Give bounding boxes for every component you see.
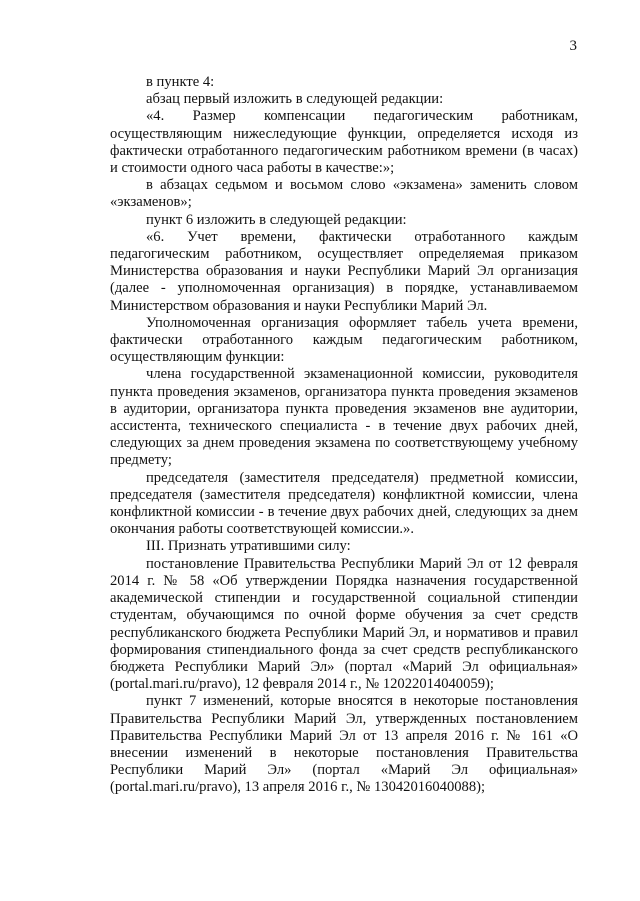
document-body xyxy=(110,74,578,797)
paragraph-10: III. Признать утратившими силу: xyxy=(146,538,351,555)
paragraph-3: «4. Размер компенсации педагогическим работникам, осуществляющим нижеследующие функции, определяется исходя из фактически отработанного педагогическим работником времени (в часах) и стоимости одного часа работы в качестве:»; xyxy=(110,108,578,177)
paragraph-11: постановление Правительства Республики Марий Эл от 12 февраля 2014 г. № 58 «Об утверждении Порядка назначения государственной академической стипендии и государственной социальной стипендии студентам, обучающимся по очной форме обучения за счет средств республиканского бюджета Республики Марий Эл, и нормативов и правил формирования стипендиального фонда за счет средств республиканского бюджета Республики Марий Эл» (портал «Марий Эл официальная» (portal.mari.ru/pravo), 12 февраля 2014 г., № 12022014040059); xyxy=(110,555,578,693)
paragraph-12: пункт 7 изменений, которые вносятся в некоторые постановления Правительства Республики Марий Эл, утвержденных постановлением Правительства Республики Марий Эл от 13 апреля 2016 г. № 161 «О внесении изменений в некоторые постановления Правительства Республики Марий Эл» (портал «Марий Эл официальная» (portal.mari.ru/pravo), 13 апреля 2016 г., № 13042016040088); xyxy=(110,693,578,796)
paragraph-2: абзац первый изложить в следующей редакции: xyxy=(146,91,444,108)
paragraph-1: в пункте 4: xyxy=(146,74,215,90)
paragraph-7: Уполномоченная организация оформляет табель учета времени, фактически отработанного каждым педагогическим работником, осуществляющим функции: xyxy=(110,314,578,366)
page-number: 3 xyxy=(569,38,577,54)
paragraph-6: «6. Учет времени, фактически отработанного каждым педагогическим работником, осуществляет определяемая приказом Министерства образования и науки Республики Марий Эл организация (далее - уполномоченная организация) в порядке, устанавливаемом Министерством образования и науки Республики Марий Эл. xyxy=(110,228,578,314)
paragraph-5: пункт 6 изложить в следующей редакции: xyxy=(146,211,407,228)
paragraph-8: члена государственной экзаменационной комиссии, руководителя пункта проведения экзаменов, организатора пункта проведения экзаменов в аудитории, организатора пункта проведения экзаменов вне аудитории, ассистента, технического специалиста - в течение двух рабочих дней, следующих за днем проведения экзамена по соответствующему учебному предмету; xyxy=(110,366,578,469)
paragraph-9: председателя (заместителя председателя) предметной комиссии, председателя (заместителя председателя) конфликтной комиссии, члена конфликтной комиссии - в течение двух рабочих дней, следующих за днем окончания работы соответствующей комиссии.». xyxy=(110,469,578,538)
paragraph-4: в абзацах седьмом и восьмом слово «экзамена» заменить словом «экзаменов»; xyxy=(110,177,578,211)
